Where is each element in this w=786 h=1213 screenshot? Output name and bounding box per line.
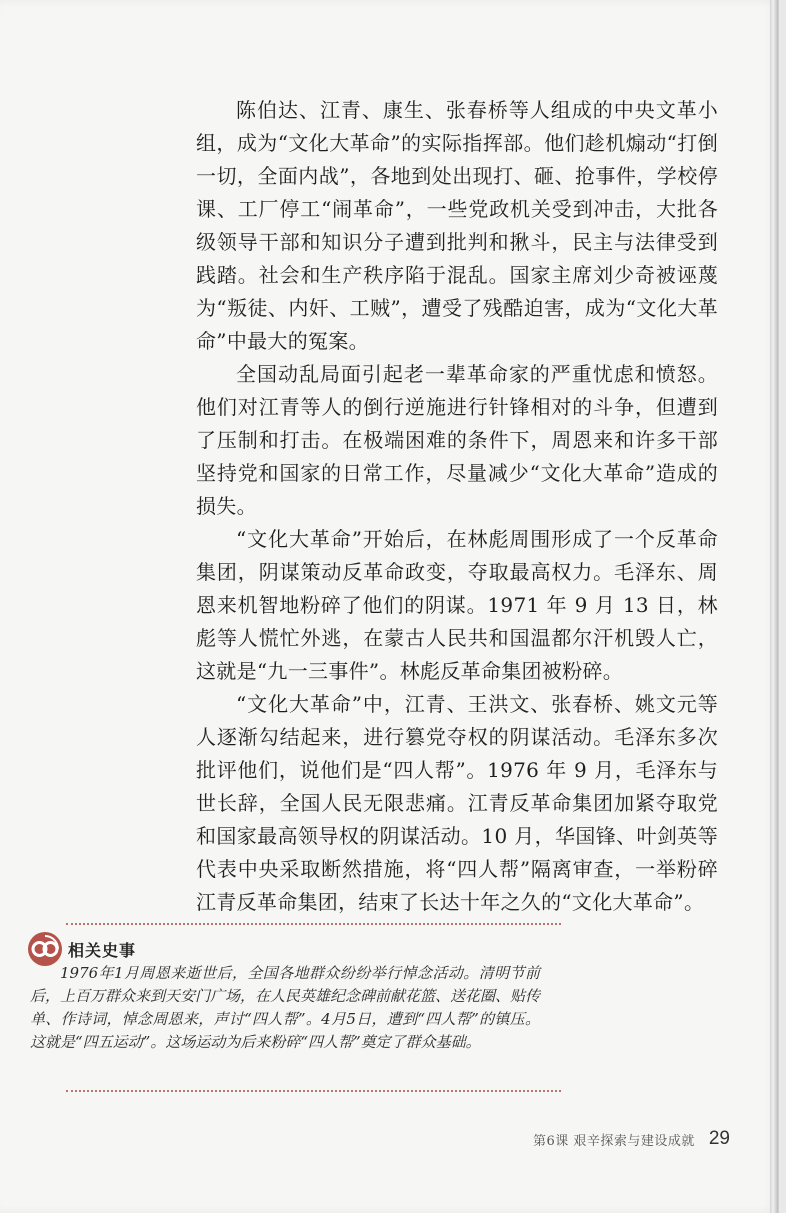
page-number: 29 [708,1128,730,1149]
page-footer [480,1126,730,1152]
page-edge [770,0,778,1213]
box-body [30,962,540,1054]
lesson-title: 第6课 艰辛探索与建设成就 [532,1133,695,1149]
box-paragraph: 1976年1月周恩来逝世后，全国各地群众纷纷举行悼念活动。清明节前后，上百万群众来到天安门广场，在人民英雄纪念碑前献花篮、送花圈、贴传单、作诗词，悼念周恩来，声讨“四人帮”。4月5日，遭到“四人帮”的镇压。这就是“四五运动”。这场运动为后来粉碎“四人帮”奠定了群众基础。 [30,964,541,1051]
dotted-divider-top [66,923,561,925]
paragraph: “文化大革命”开始后，在林彪周围形成了一个反革命集团，阴谋策动反革命政变，夺取最高权力。毛泽东、周恩来机智地粉碎了他们的阴谋。1971 年 9 月 13 日，林彪等人慌忙外逃，在蒙古人民共和国温都尔汗机毁人亡，这就是“九一三事件”。林彪反革命集团被粉碎。 [196,527,718,683]
related-history-box [26,920,542,1098]
main-body-text [196,94,718,919]
paragraph: 陈伯达、江青、康生、张春桥等人组成的中央文革小组，成为“文化大革命”的实际指挥部。他们趁机煽动“打倒一切，全面内战”，各地到处出现打、砸、抢事件，学校停课、工厂停工“闹革命”，一些党政机关受到冲击，大批各级领导干部和知识分子遭到批判和揪斗，民主与法律受到践踏。社会和生产秩序陷于混乱。国家主席刘少奇被诬蔑为“叛徒、内奸、工贼”，遭受了残酷迫害，成为“文化大革命”中最大的冤案。 [196,98,718,353]
paragraph: “文化大革命”中，江青、王洪文、张春桥、姚文元等人逐渐勾结起来，进行篡党夺权的阴谋活动。毛泽东多次批评他们，说他们是“四人帮”。1976 年 9 月，毛泽东与世长辞，全国人民无限悲痛。江青反革命集团加紧夺取党和国家最高领导权的阴谋活动。10 月，华国锋、叶剑英等代表中央采取断然措施，将“四人帮”隔离审查，一举粉碎江青反革命集团，结束了长达十年之久的“文化大革命”。 [196,692,718,914]
paragraph: 全国动乱局面引起老一辈革命家的严重忧虑和愤怒。他们对江青等人的倒行逆施进行针锋相对的斗争，但遭到了压制和打击。在极端困难的条件下，周恩来和许多干部坚持党和国家的日常工作，尽量减少“文化大革命”造成的损失。 [196,362,718,518]
dotted-divider-bottom [66,1090,561,1092]
box-title: 相关史事 [68,941,137,960]
